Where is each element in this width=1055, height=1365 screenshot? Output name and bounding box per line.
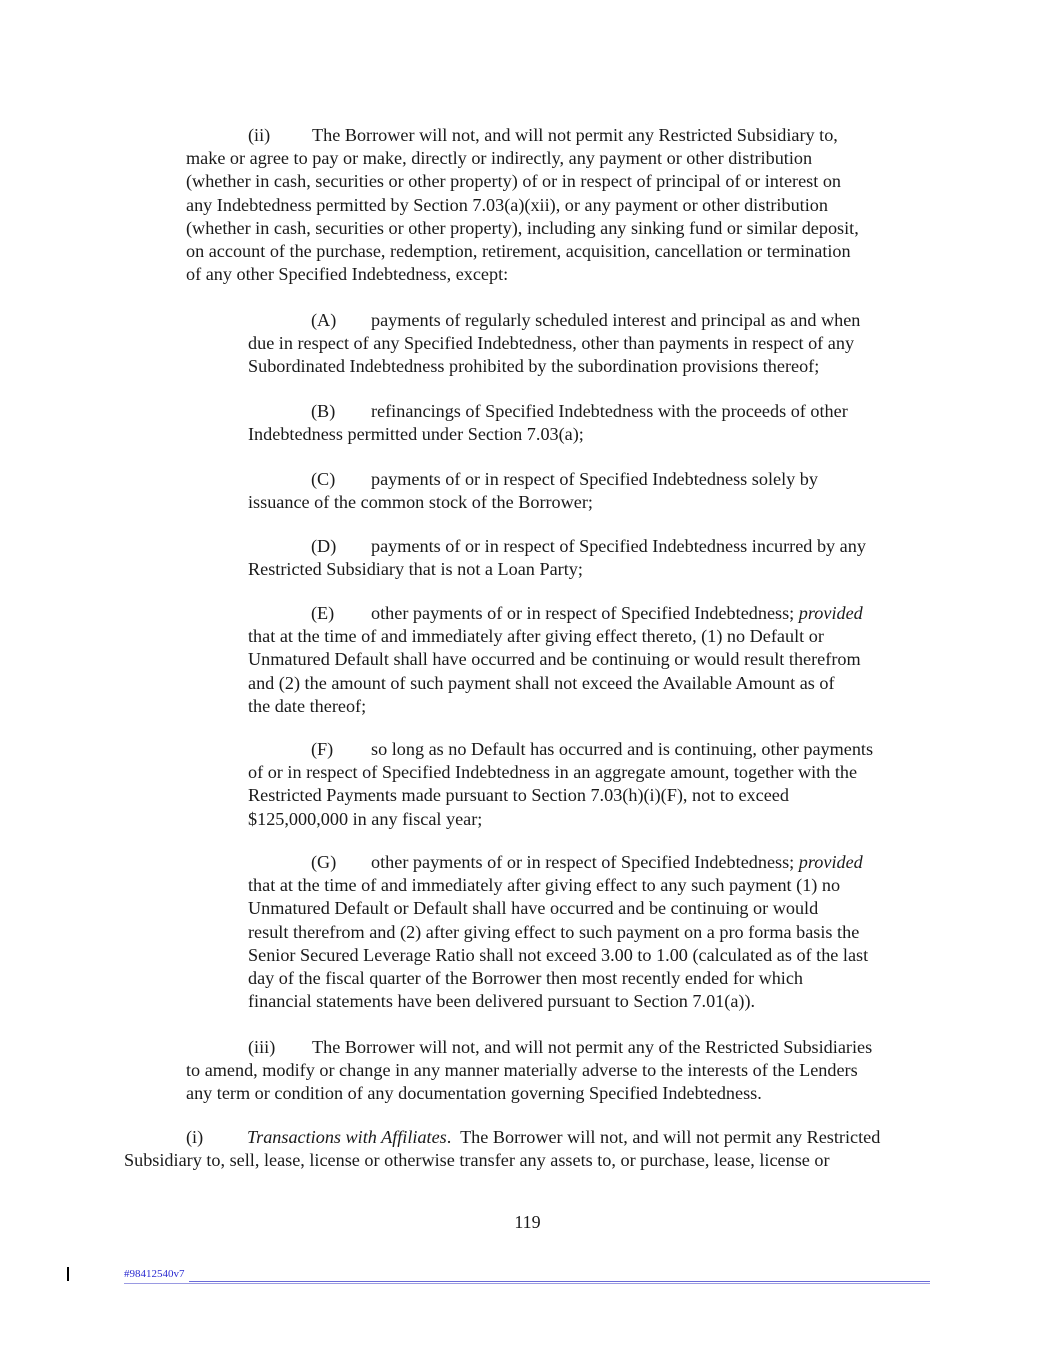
paragraph-text: to amend, modify or change in any manner materially adverse to the interests of the Lenders: [186, 1060, 858, 1081]
paragraph-text: other payments of or in respect of Specified Indebtedness;: [371, 852, 799, 872]
footer-rule: [189, 1281, 930, 1282]
paragraph-text: (whether in cash, securities or other property), including any sinking fund or similar deposit,: [186, 217, 859, 238]
change-bar: [67, 1267, 69, 1281]
paragraph-marker: (i): [186, 1127, 204, 1147]
paragraph-text: of or in respect of Specified Indebtedness in an aggregate amount, together with the: [248, 762, 858, 783]
paragraph-text: that at the time of and immediately after giving effect thereto, (1) no Default or: [248, 626, 824, 647]
paragraph-text: financial statements have been delivered pursuant to Section 7.01(a)).: [248, 991, 756, 1012]
paragraph-text: The Borrower will not, and will not permit any of the Restricted Subsidiaries: [312, 1037, 873, 1057]
paragraph-text: payments of regularly scheduled interest and principal as and when: [371, 310, 861, 330]
paragraph-marker: (A): [311, 310, 337, 330]
paragraph-text: Restricted Payments made pursuant to Section 7.03(h)(i)(F), not to exceed: [248, 785, 789, 806]
paragraph-text: Subordinated Indebtedness prohibited by the subordination provisions thereof;: [248, 356, 820, 377]
paragraph-text: other payments of or in respect of Specified Indebtedness;: [371, 603, 799, 623]
paragraph-text: due in respect of any Specified Indebtedness, other than payments in respect of any: [248, 333, 855, 354]
paragraph-marker: (G): [311, 852, 337, 872]
paragraph-text: Unmatured Default shall have occurred and be continuing or would result therefrom: [248, 649, 861, 670]
paragraph-text: Restricted Subsidiary that is not a Loan Party;: [248, 559, 583, 580]
paragraph-i-transactions-with-affiliates: [124, 1126, 929, 1172]
paragraph-text: issuance of the common stock of the Borrower;: [248, 492, 593, 513]
paragraph-marker: (C): [311, 469, 336, 489]
section-heading: Transactions with Affiliates: [247, 1127, 447, 1147]
paragraph-text: Unmatured Default or Default shall have occurred and be continuing or would: [248, 898, 819, 919]
paragraph-text: the date thereof;: [248, 695, 367, 716]
paragraph-text: of any other Specified Indebtedness, except:: [186, 264, 509, 285]
page-number: 119: [514, 1212, 541, 1232]
paragraph-iii: [186, 1036, 946, 1106]
paragraph-marker: (D): [311, 536, 337, 556]
paragraph-text: any Indebtedness permitted by Section 7.03(a)(xii), or any payment or other distribution: [186, 194, 828, 215]
provided-term: provided: [798, 852, 863, 872]
paragraph-text: refinancings of Specified Indebtedness with the proceeds of other: [371, 401, 848, 421]
paragraph-text: Senior Secured Leverage Ratio shall not exceed 3.00 to 1.00 (calculated as of the last: [248, 944, 869, 965]
paragraph-text: any term or condition of any documentation governing Specified Indebtedness.: [186, 1083, 762, 1104]
paragraph-text: payments of or in respect of Specified Indebtedness solely by: [371, 469, 818, 489]
paragraph-C: [248, 468, 938, 514]
paragraph-text: The Borrower will not, and will not permit any Restricted Subsidiary to,: [312, 125, 838, 145]
document-id: #98412540v7: [124, 1268, 185, 1280]
paragraph-text: payments of or in respect of Specified Indebtedness incurred by any: [371, 536, 866, 556]
paragraph-E: [248, 602, 938, 718]
paragraph-text: Indebtedness permitted under Section 7.03(a);: [248, 424, 584, 445]
paragraph-marker: (iii): [248, 1037, 276, 1057]
paragraph-marker: (B): [311, 401, 336, 421]
paragraph-text: on account of the purchase, redemption, retirement, acquisition, cancellation or termination: [186, 241, 851, 262]
paragraph-text: Subsidiary to, sell, lease, license or otherwise transfer any assets to, or purchase, lease, license or: [124, 1150, 830, 1171]
paragraph-text: so long as no Default has occurred and is continuing, other payments: [371, 739, 874, 759]
paragraph-text: $125,000,000 in any fiscal year;: [248, 808, 483, 829]
paragraph-text: make or agree to pay or make, directly or indirectly, any payment or other distribution: [186, 148, 813, 169]
paragraph-A: [248, 309, 938, 379]
paragraph-G: [248, 851, 938, 1013]
paragraph-F: [248, 738, 938, 831]
paragraph-text: and (2) the amount of such payment shall not exceed the Available Amount as of: [248, 672, 835, 693]
paragraph-marker: (ii): [248, 125, 271, 145]
paragraph-marker: (F): [311, 739, 334, 759]
provided-term: provided: [798, 603, 863, 623]
paragraph-marker: (E): [311, 603, 335, 623]
paragraph-text: that at the time of and immediately after giving effect to any such payment (1) no: [248, 875, 841, 896]
paragraph-text: (whether in cash, securities or other property) of or in respect of principal of or interest on: [186, 171, 842, 192]
paragraph-text: result therefrom and (2) after giving effect to such payment on a pro forma basis the: [248, 921, 860, 942]
paragraph-B: [248, 400, 938, 446]
paragraph-text: day of the fiscal quarter of the Borrower then most recently ended for which: [248, 968, 804, 989]
paragraph-D: [248, 535, 938, 581]
paragraph-text: . The Borrower will not, and will not permit any Restricted: [446, 1127, 881, 1147]
footer-rule-lower: [124, 1283, 930, 1284]
paragraph-ii: [186, 124, 946, 286]
